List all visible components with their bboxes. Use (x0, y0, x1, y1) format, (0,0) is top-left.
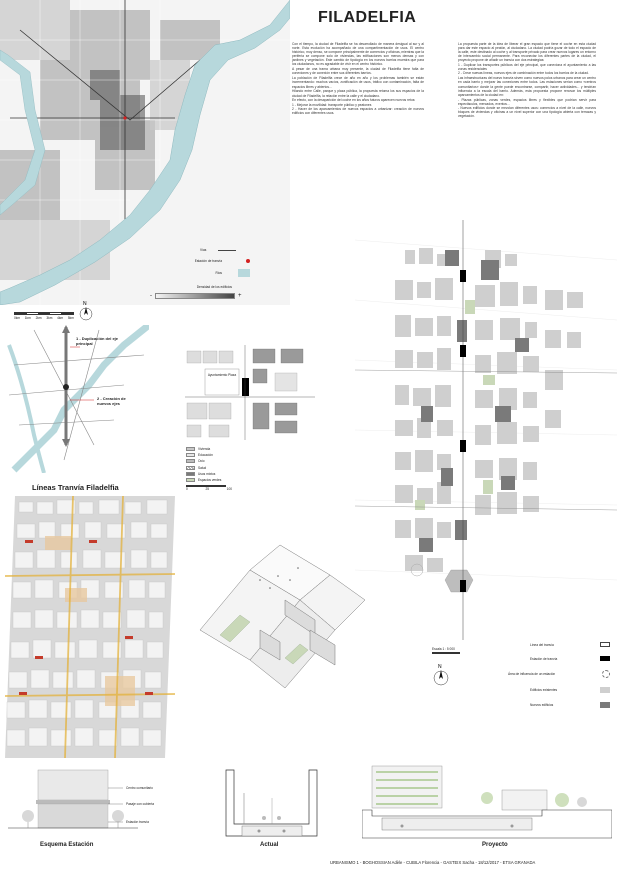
legend-item: Ocio (198, 459, 205, 464)
caption-actual: Actual (260, 842, 279, 848)
section-title-tranvia: Líneas Tranvía Filadelfia (32, 483, 119, 492)
caption-proyecto: Proyecto (482, 842, 508, 848)
influence-area-swatch (602, 670, 610, 678)
tram-model-render (5, 496, 175, 758)
north-arrow-icon (432, 663, 450, 687)
paragraph: Las infraestructuras del nuevo tranvía sirven como nuevos polos urbanos para crear un centro en cada barrio y mejorar las conexiones entre todos. Las estaciones serían como «centros comunitarios» donde la gente puede encontrarse, compartir, hacer actividades... y tendrían influencia a la escala del barrio. Además, esta propuesta propone renovar los múltiples aparcamientos de la ciudad en: (458, 76, 596, 97)
scale-tick: 100 (226, 486, 232, 491)
legend-rios-label: Ríos (215, 271, 222, 275)
legend-item: Espacios verdes (198, 477, 222, 482)
uses-legend (186, 447, 232, 491)
scheme-label-estacion: Estación tranvía (126, 820, 149, 824)
scheme-label-pasaje: Pasaje con cubierta (126, 802, 154, 806)
scale-tick: 0 (186, 486, 188, 491)
scale-tick: 5km (67, 315, 74, 320)
actual-section (224, 768, 319, 840)
svg-text:N: N (438, 664, 442, 670)
salud-swatch (186, 466, 195, 470)
plan-label: Ayuntamiento Plaza (207, 373, 237, 377)
proyecto-section (362, 760, 612, 842)
axonometric-view (190, 540, 370, 690)
legend-item: Nuevos edificios (530, 703, 554, 707)
masterplan (355, 220, 617, 640)
legend-item: Vivienda (198, 447, 211, 451)
station-scheme-section (8, 768, 138, 838)
scale-tick: 3km (46, 315, 53, 320)
scale-tick: 2km (35, 315, 42, 320)
legend-via-label: Vías (200, 248, 207, 252)
espacios-verdes-swatch (186, 478, 195, 482)
density-minus: - (150, 293, 152, 299)
svg-text:N: N (83, 301, 87, 307)
caption-esquema: Esquema Estación (40, 842, 94, 848)
paragraph: - Plazas públicas, zonas verdes, espacios libres y flexibles que podrían servir para espectáculos, mercados, eventos... (458, 97, 596, 106)
legend-estacion-label: Estación de tranvía (194, 259, 222, 263)
map-scale-bar (14, 312, 74, 320)
legend-item: Usos mixtos (198, 471, 216, 476)
scale-tick: 4km (57, 315, 64, 320)
paragraph: 1 - Mejorar la movilidad: transporte público y peatones (292, 102, 372, 107)
station-dot-icon (246, 259, 250, 263)
legend-densidad-label: Densidad de los edificios (196, 285, 232, 289)
masterplan-legend (508, 642, 610, 708)
legend-item: Edificios existentes (530, 688, 558, 692)
paragraph: Hilando entre Calle, parque y plaza pública, la propuesta retoma los sus espacios de la ciudad de Filadelfia, la relación entre la calle y el ciudadano. (292, 89, 424, 98)
legend-item: Educación (198, 453, 213, 458)
tram-station-swatch (600, 656, 610, 661)
paragraph: 2 - Hacer de los aparcamientos de nuevos espacios a urbanizar: creación de nuevos edificios con diferentes usos. (292, 106, 424, 115)
paragraph: A pesar de una trama urbana muy presente, la ciudad de Filadelfia tiene falta de conexiones y de conexión entre sus diferentes barrios. (292, 67, 424, 76)
paragraph: La propuesta parte de la idea de liberar el gran espacio que tiene el coche en esta ciudad para dar este espacio al peatón, al ciudadano. La ciudad podría gozar de todo el espacio de la calle, este destinado al coche y al transporte privado para crear nuevos lugares un entorno de intercambio social permanente. Para reconectar los diferentes partes de la ciudad, el proyecto propone de añadir un tranvía con dos estrategias: (458, 42, 596, 63)
page-title: FILADELFIA (318, 9, 417, 26)
road-line-icon (218, 250, 236, 251)
vivienda-swatch (186, 447, 195, 451)
paragraph: 2 - Crear nuevas líneas, nuevos ejes de combinación entre todos los barrios de la ciudad. (458, 71, 589, 76)
density-plus: + (238, 293, 242, 299)
new-building-swatch (600, 702, 610, 708)
density-gradient-bar (155, 293, 235, 299)
legend-item: Salud (198, 465, 207, 470)
paragraph: En efecto, con la desaparición del coche en los años futuros aparecen nuevos retos: (292, 98, 416, 103)
legend-item: Línea del tranvía (530, 642, 554, 647)
legend-item: Área de influencia de un estación (508, 672, 556, 676)
scale-label: Escala 1 : 5 000 (432, 647, 455, 651)
station-area-plan (185, 345, 315, 440)
tram-line-swatch (600, 642, 610, 647)
north-arrow-icon (78, 300, 94, 322)
usos-mixtos-swatch (186, 472, 195, 476)
river-swatch-icon (238, 269, 250, 277)
diagram-label-2: 2 - Creación de nuevos ejes (97, 396, 126, 406)
text-column-1 (292, 42, 424, 116)
educacion-swatch (186, 453, 195, 457)
text-column-2 (458, 42, 596, 119)
ocio-swatch (186, 459, 195, 463)
footer-credits: URBANISMO 1 - BOGHOSSIAN Adèle - CUBILA Florencia - GASTEIX Sacha - 18/12/2017 - ETSA GRANADA (330, 860, 536, 865)
scale-tick: 0km (14, 315, 21, 320)
paragraph: La población de Filadelfia crece de año en año y los problemas también se están incrementando: muchos vacíos, zonificación de usos, tráfico con contaminación, falta de espacios libres y abiertos... (292, 76, 424, 89)
paragraph: - Nuevos edificios donde se mezclan diferentes usos: comercios a nivel de la calle, nuevos bloques de viviendas y oficinas a un nivel superior con una tipología abierta con terrazas y vegetación. (458, 105, 596, 118)
diagram-label-1: 1 - Duplicación del eje principal (76, 336, 119, 346)
masterplan-scale (432, 647, 460, 654)
scale-tick: 1km (24, 315, 31, 320)
legend-item: Estación de tranvía (530, 656, 558, 661)
existing-building-swatch (600, 687, 610, 693)
paragraph: 1 - Duplicar los transportes públicos del eje principal, que conexiona el ayuntamiento a las zonas residenciales (458, 63, 596, 72)
map-legend (150, 248, 290, 299)
paragraph: Con el tiempo, la ciudad de Filadelfia se ha desarrollado de manera desigual al sur y al norte. Esta evolución ha acompañado de una compartimentación de usos. El centro histórico, muy denso, se compone principalmente de comercios y oficinas, mientras que la periferia se compone solo de viviendas, las edificaciones son menos densas y con jardines y vegetación. Este cambio de tipología en los nuevos barrios muestra que para los ciudadanos, no es agradable de vivir en el centro histórico. (292, 42, 424, 67)
scale-tick: 25 (205, 486, 209, 491)
scheme-label-centro: Centro comunitario (126, 786, 153, 790)
